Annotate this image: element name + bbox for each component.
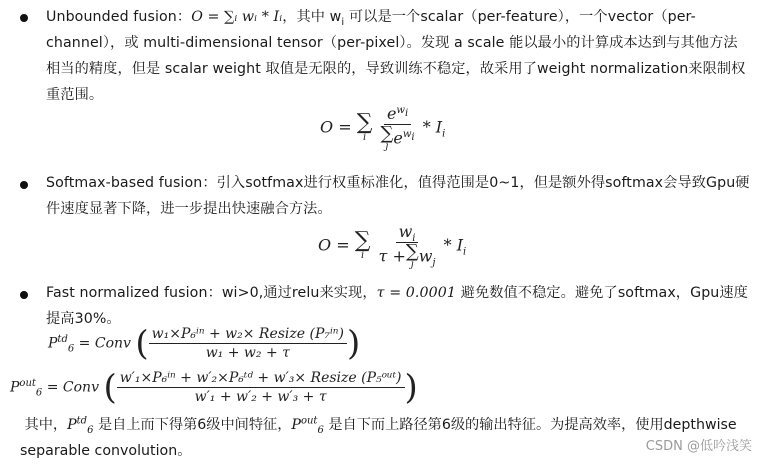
- conv-operator: = Conv: [46, 379, 99, 396]
- sum-index: i: [362, 132, 367, 143]
- subscript: 6: [317, 424, 324, 436]
- superscript: out: [300, 415, 318, 427]
- eq-rhs: * I: [443, 235, 464, 255]
- fraction: $w_i$ τ + ∑ j $w_j$: [378, 222, 436, 270]
- item-title: Fast normalized fusion: [46, 285, 208, 301]
- equation-1: [320, 104, 445, 152]
- item-text: ，其中 w: [282, 9, 342, 25]
- subscript: i: [404, 107, 409, 119]
- numerator: w₁×P₆ⁱⁿ + w₂× Resize (P₇ⁱⁿ): [149, 326, 347, 344]
- eq-rhs: * I: [422, 117, 443, 137]
- paragraph-footer: [20, 412, 755, 464]
- p6-out-symbol: [291, 415, 324, 436]
- watermark: CSDN @低吟浅笑: [645, 439, 752, 454]
- superscript: out: [19, 377, 36, 389]
- footer-text: 其中，: [24, 417, 68, 433]
- sum-index: j: [385, 141, 389, 152]
- paragraph-softmax-fusion: [46, 170, 751, 222]
- eq-lhs: O =: [318, 235, 350, 255]
- denominator: w: [418, 246, 433, 266]
- numerator: e: [386, 104, 397, 123]
- symbol: P: [67, 417, 77, 433]
- conv-operator: = Conv: [78, 335, 131, 352]
- subscript: 6: [35, 387, 43, 399]
- superscript: w: [396, 104, 405, 116]
- bullet-1: [20, 14, 28, 22]
- p6-td-symbol: [67, 415, 94, 436]
- sum-symbol: ∑ i: [354, 228, 371, 261]
- inline-formula: O = ∑ᵢ wᵢ * Iᵢ: [191, 9, 283, 25]
- subscript: 6: [67, 343, 75, 355]
- paragraph-fast-normalized-fusion: [46, 280, 751, 332]
- item-text: ：wi>0,通过relu来实现，: [207, 285, 377, 301]
- equation-4: $P^{out}_6$ = Conv ( $\frac{\text{w′₁×P₆ⁱⁿ + w′₂×P₆ᵗᵈ + w′₃× Resize (P₅ᵒᵘᵗ)}}{\text{w′₁ + w′₂ + w′₃ + τ}}$ ): [10, 367, 418, 408]
- sum-index: i: [360, 250, 365, 261]
- equation-2: [318, 222, 466, 270]
- subscript: i: [442, 128, 446, 140]
- denominator: w₁ + w₂ + τ: [205, 345, 290, 361]
- subscript: j: [432, 257, 436, 269]
- subscript: i: [341, 16, 345, 28]
- denominator: e: [393, 128, 403, 148]
- eq-lhs: O =: [320, 117, 352, 137]
- equation-3: $P^{td}_6$ = Conv ( $\frac{\text{w₁×P₆ⁱⁿ + w₂× Resize (P₇ⁱⁿ)}}{\text{w₁ + w₂ + τ}}$ ): [48, 323, 361, 364]
- fraction: [149, 326, 347, 361]
- numerator: w′₁×P₆ⁱⁿ + w′₂×P₆ᵗᵈ + w′₃× Resize (P₅ᵒᵘᵗ): [117, 370, 405, 388]
- subscript: i: [463, 246, 467, 258]
- sum-symbol: ∑ i: [356, 110, 373, 143]
- item-text: 避免数值不稳定。避免了softmax，Gpu速度提高30%。: [46, 285, 748, 327]
- superscript: w: [402, 129, 412, 141]
- bullet-3: [20, 291, 28, 299]
- subscript: 6: [87, 424, 94, 436]
- superscript: td: [57, 333, 68, 345]
- footer-text: 是自下而上路径第6级的输出特征。为提高效率，使用depthwise separable convolution。: [20, 417, 737, 459]
- denominator: w′₁ + w′₂ + w′₃ + τ: [194, 389, 327, 405]
- denominator: τ +: [378, 246, 406, 266]
- tau-value: τ = 0.0001: [376, 285, 457, 301]
- item-title: Unbounded fusion: [46, 9, 177, 25]
- eq-lhs: P: [10, 379, 20, 396]
- subscript: i: [411, 132, 415, 144]
- symbol: P: [291, 417, 301, 433]
- item-text: ：引入sotfmax进行权重标准化，值得范围是0~1，但是额外得softmax会导致Gpu硬件速度显著下降，进一步提出快速融合方法。: [46, 175, 750, 217]
- fraction: $e^{w_i}$ ∑ j $e^{w_i}$: [380, 104, 415, 152]
- paragraph-unbounded-fusion: Unbounded fusion：O = ∑ᵢ wᵢ * Iᵢ，其中 $w_i$ 可以是一个scalar（per-feature），一个vector（per-channel），或 multi-dimensional tensor（per-pixel）。发现 a scale 能以最小的计算成本达到与其他方法相当的精度，但是 scalar weight 取值是无限的，导致训练不稳定，故采用了weight normalization来限制权重范围。: [46, 9, 746, 103]
- superscript: td: [76, 415, 88, 427]
- bullet-2: [20, 181, 28, 189]
- footer-text: 是自上而下得第6级中间特征，: [93, 417, 292, 433]
- item-text: 可以是一个scalar（per-feature），一个vector（per-channel），或 multi-dimensional tensor（per-pixel）。发现 a scale 能以最小的计算成本达到与其他方法相当的精度，但是 scalar weight 取值是无限的，导致训练不稳定，故采用了weight normalization来限制权重范围。: [46, 9, 746, 103]
- item-title: Softmax-based fusion: [46, 175, 203, 191]
- fraction: [117, 370, 405, 405]
- eq-lhs: P: [48, 335, 58, 352]
- numerator: w: [398, 222, 413, 241]
- subscript: i: [412, 233, 416, 245]
- sum-index: j: [410, 259, 414, 270]
